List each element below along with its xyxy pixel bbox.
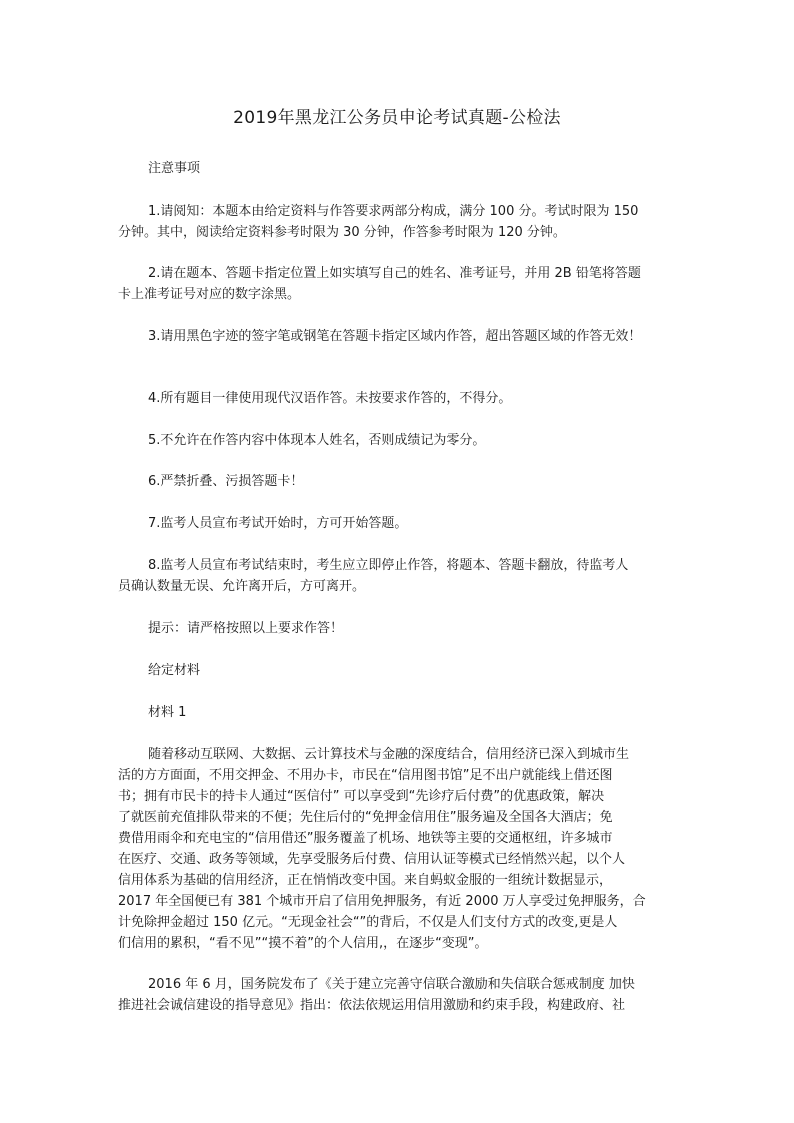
paragraph-1-line: 计免除押金超过 150 亿元。“无现金社会“”的背后，不仅是人们支付方式的改变,更是人 <box>118 915 618 930</box>
notice-item-1 <box>118 201 663 243</box>
material-paragraph-1 <box>118 744 663 954</box>
notice-2-line-1: 2.请在题本、答题卡指定位置上如实填写自己的姓名、准考证号，并用 2B 铅笔将答题 <box>148 266 641 281</box>
paragraph-1-line: 在医疗、交通、政务等领域，先享受服务后付费、信用认证等模式已经悄然兴起，以个人 <box>118 852 626 867</box>
notice-item-8 <box>118 555 663 597</box>
notice-item-7: 7.监考人员宣布考试开始时，方可开始答题。 <box>148 516 408 531</box>
paragraph-1-line: 费借用雨伞和充电宝的“信用借还”服务覆盖了机场、地铁等主要的交通枢纽，许多城市 <box>118 831 613 846</box>
paragraph-1-line: 们信用的累积，“看不见”“摸不着”的个人信用,，在逐步“变现”。 <box>118 936 488 951</box>
notice-8-line-2: 员确认数量无误、允许离开后，方可离开。 <box>118 579 366 594</box>
notice-2-line-2: 卡上准考证号对应的数字涂黑。 <box>118 287 301 302</box>
page-title: 2019年黑龙江公务员申论考试真题-公检法 <box>233 108 561 128</box>
paragraph-1-line: 了就医前充值排队带来的不便；先住后付的“免押金信用住”服务遍及全国各大酒店；免 <box>118 810 613 825</box>
paragraph-1-line: 信用体系为基础的信用经济，正在悄悄改变中国。来自蚂蚁金服的一组统计数据显示， <box>118 873 613 888</box>
notice-8-line-1: 8.监考人员宣布考试结束时，考生应立即停止作答，将题本、答题卡翻放，待监考人 <box>148 558 629 573</box>
notice-1-line-1: 1.请阅知：本题本由给定资料与作答要求两部分构成，满分 100 分。考试时限为 150 <box>148 204 639 219</box>
paragraph-1-line: 随着移动互联网、大数据、云计算技术与金融的深度结合，信用经济已深入到城市生 <box>148 747 630 762</box>
notice-item-4: 4.所有题目一律使用现代汉语作答。未按要求作答的，不得分。 <box>148 391 512 406</box>
paragraph-1-line: 活的方方面面，不用交押金、不用办卡，市民在“信用图书馆”足不出户就能线上借还图 <box>118 768 613 783</box>
material-heading: 给定材料 <box>148 663 201 678</box>
notice-item-6: 6.严禁折叠、污损答题卡！ <box>148 474 304 489</box>
notice-item-3: 3.请用黑色字迹的签字笔或钢笔在答题卡指定区域内作答，超出答题区域的作答无效！ <box>148 329 642 344</box>
notice-heading: 注意事项 <box>148 161 201 176</box>
paragraph-2-line: 推进社会诚信建设的指导意见》指出：依法依规运用信用激励和约束手段，构建政府、社 <box>118 998 626 1013</box>
paragraph-1-line: 2017 年全国便已有 381 个城市开启了信用免押服务，有近 2000 万人享受过免押服务，合 <box>118 894 646 909</box>
paragraph-2-line: 2016 年 6 月，国务院发布了《关于建立完善守信联合激励和失信联合惩戒制度 加快 <box>148 977 635 992</box>
material-paragraph-2 <box>118 974 663 1016</box>
hint-text: 提示：请严格按照以上要求作答！ <box>148 621 344 636</box>
notice-1-line-2: 分钟。其中，阅读给定资料参考时限为 30 分钟，作答参考时限为 120 分钟。 <box>118 225 566 240</box>
notice-item-5: 5.不允许在作答内容中体现本人姓名，否则成绩记为零分。 <box>148 433 486 448</box>
paragraph-1-line: 书；拥有市民卡的持卡人通过“医信付” 可以享受到“先诊疗后付费”的优惠政策，解决 <box>118 789 605 804</box>
material-label: 材料 1 <box>148 705 187 720</box>
notice-item-2 <box>118 263 663 305</box>
